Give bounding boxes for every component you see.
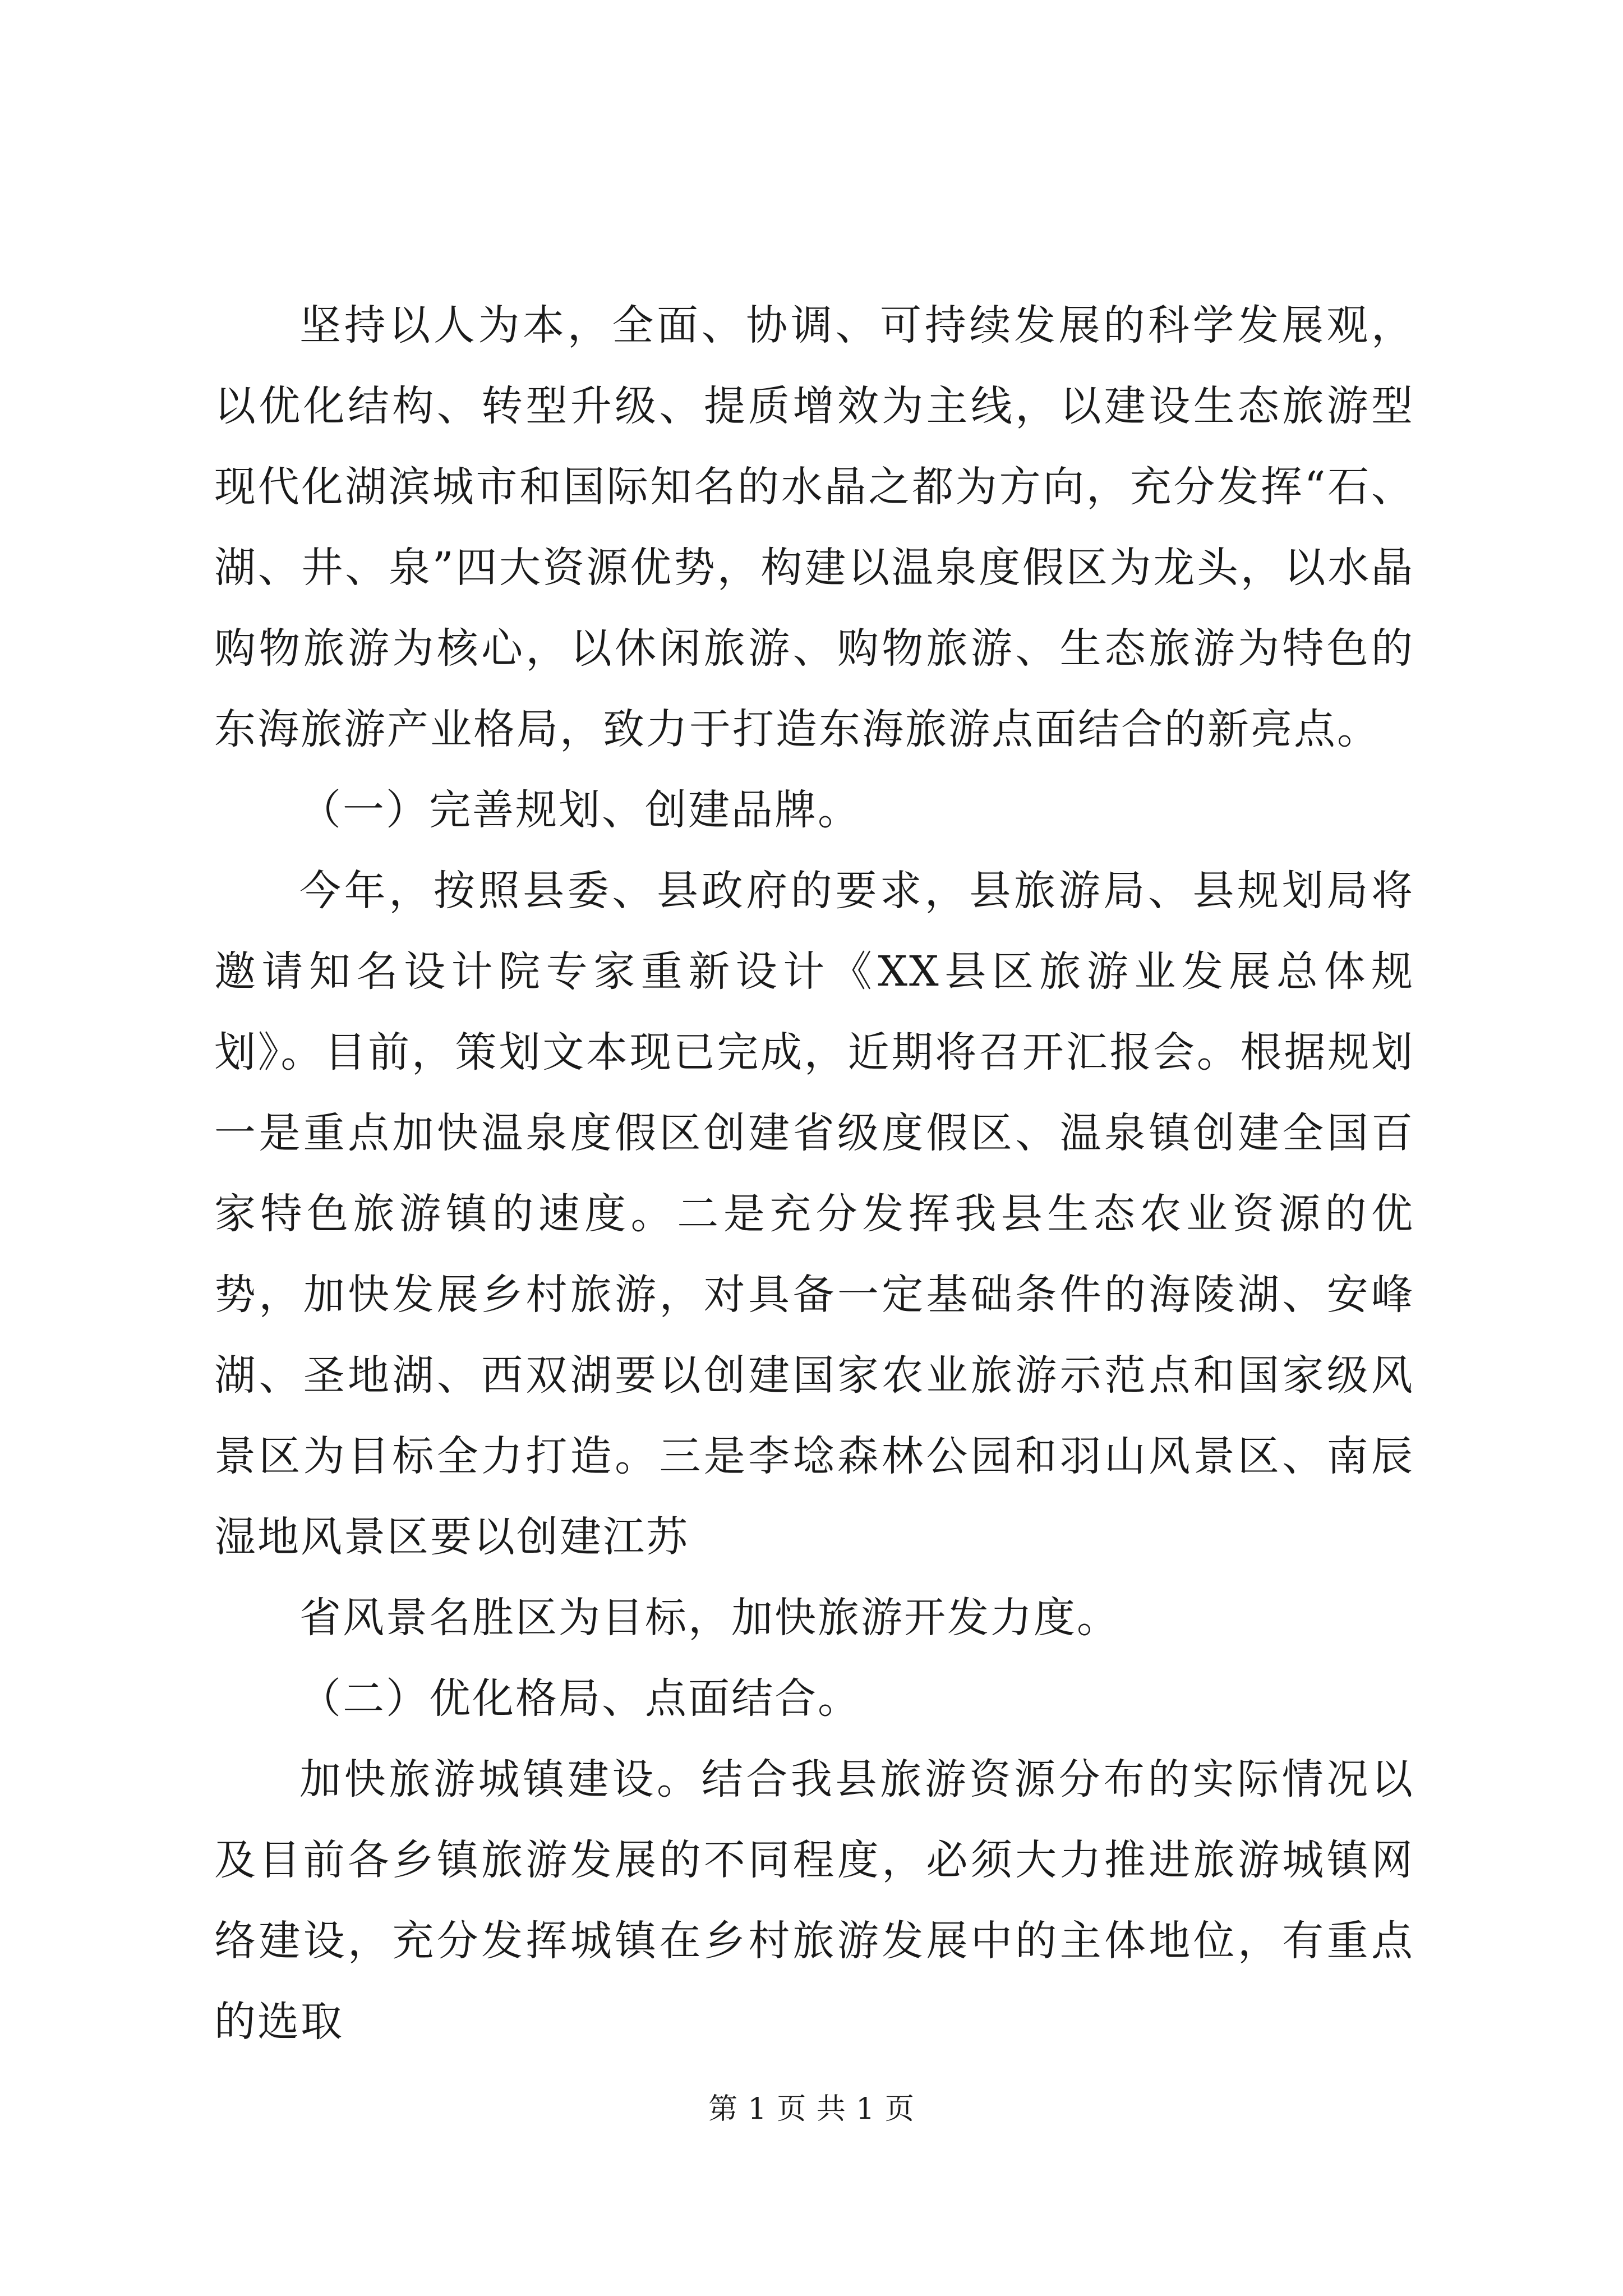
- paragraph-town-construction: 加快旅游城镇建设。结合我县旅游资源分布的实际情况以及目前各乡镇旅游发展的不同程度，必须大力推进旅游城镇网络建设，充分发挥城镇在乡村旅游发展中的主体地位，有重点的选取: [214, 1755, 1414, 2046]
- paragraph-scenic-area: 省风景名胜区为目标，加快旅游开发力度。: [299, 1594, 1120, 1642]
- paragraph-planning: 今年，按照县委、县政府的要求，县旅游局、县规划局将邀请知名设计院专家重新设计《XX县区旅游业发展总体规划》。目前，策划文本现已完成，近期将召开汇报会。根据规划一是重点加快温泉度假区创建省级度假区、温泉镇创建全国百家特色旅游镇的速度。二是充分发挥我县生态农业资源的优势，加快发展乡村旅游，对具备一定基础条件的海陵湖、安峰湖、圣地湖、西双湖要以创建国家农业旅游示范点和国家级风景区为目标全力打造。三是李埝森林公园和羽山风景区、南辰湿地风景区要以创建江苏: [214, 867, 1414, 1561]
- section-heading-planning: （一）完善规划、创建品牌。: [299, 786, 861, 834]
- section-heading-layout: （二）优化格局、点面结合。: [299, 1674, 861, 1723]
- paragraph-guiding-principle: 坚持以人为本，全面、协调、可持续发展的科学发展观，以优化结构、转型升级、提质增效为主线，以建设生态旅游型现代化湖滨城市和国际知名的水晶之都为方向，充分发挥“石、湖、井、泉”四大资源优势，构建以温泉度假区为龙头，以水晶购物旅游为核心，以休闲旅游、购物旅游、生态旅游为特色的东海旅游产业格局，致力于打造东海旅游点面结合的新亮点。: [214, 301, 1414, 753]
- page-footer: 第 1 页 共 1 页: [708, 2092, 915, 2126]
- document-body: [214, 285, 1414, 2062]
